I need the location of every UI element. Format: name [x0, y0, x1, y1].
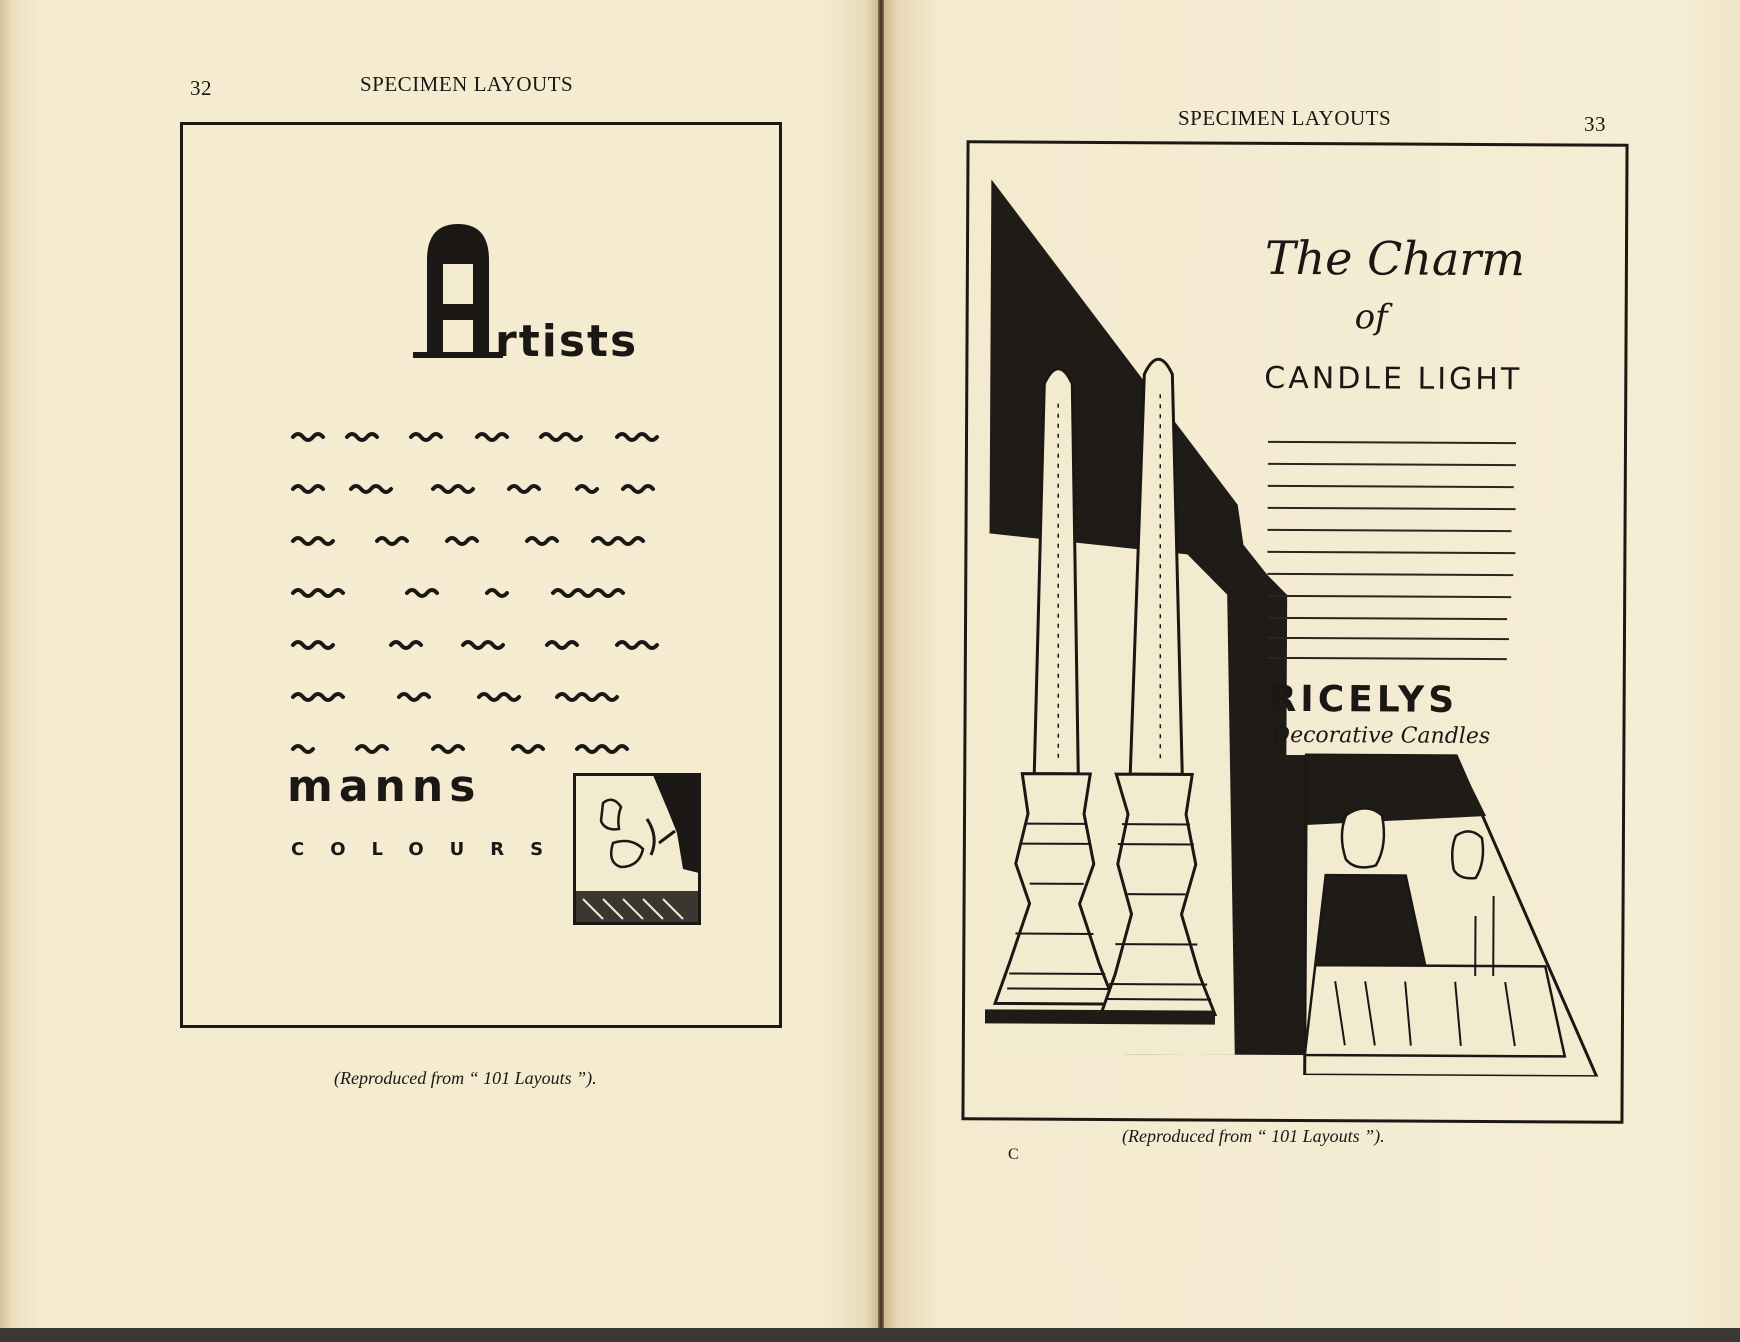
caption-suffix: ).: [586, 1068, 597, 1088]
caption-right: [1122, 1126, 1385, 1147]
caption-source: “ 101 Layouts ”: [1256, 1126, 1375, 1146]
caption-prefix: (Reproduced from: [1122, 1126, 1253, 1146]
rule-line: [1268, 529, 1512, 532]
rule-line: [1267, 617, 1507, 620]
ad-headline-artists: [413, 220, 653, 367]
ad-headline-charm: The Charm: [1264, 230, 1526, 287]
scan-bottom-edge: [0, 1328, 1740, 1342]
ad-frame-right: [961, 140, 1628, 1123]
rule-line: [1268, 507, 1516, 510]
headline-text: [425, 316, 426, 367]
rule-line: [1268, 441, 1516, 444]
ad-brand-ricelys: RICELYS: [1268, 678, 1459, 721]
ad-brand-manns: manns: [287, 761, 482, 812]
body-rules: [1267, 441, 1518, 662]
artist-sketch-image: [573, 773, 701, 925]
ad-headline-candle-light: CANDLE LIGHT: [1264, 360, 1523, 398]
rule-line: [1267, 637, 1509, 640]
page-number-right: 33: [1584, 112, 1606, 136]
caption-source: “ 101 Layouts ”: [468, 1068, 587, 1088]
rule-line: [1268, 463, 1516, 466]
signature-mark: C: [1008, 1146, 1019, 1163]
ad-headline-of: of: [1354, 297, 1388, 338]
rule-line: [1268, 485, 1514, 488]
ad-frame-left: [180, 122, 782, 1028]
page-number-left: 32: [190, 76, 212, 100]
caption-prefix: (Reproduced from: [334, 1068, 465, 1088]
rule-line: [1267, 595, 1511, 598]
right-page: [880, 0, 1740, 1342]
caption-suffix: ).: [1374, 1126, 1385, 1146]
book-gutter: [878, 0, 884, 1342]
rule-line: [1267, 573, 1513, 576]
ad-brand-subline: Decorative Candles: [1272, 722, 1491, 750]
rule-line: [1267, 551, 1515, 554]
caption-left: [334, 1068, 597, 1089]
running-head-left: SPECIMEN LAYOUTS: [360, 72, 574, 96]
ad-tagline-colours: COLOURS: [291, 839, 570, 860]
rule-line: [1267, 657, 1507, 660]
ad-illustration-artist: [573, 773, 701, 925]
running-head-right: SPECIMEN LAYOUTS: [1178, 106, 1392, 130]
headline-rest: rtists: [495, 316, 639, 367]
